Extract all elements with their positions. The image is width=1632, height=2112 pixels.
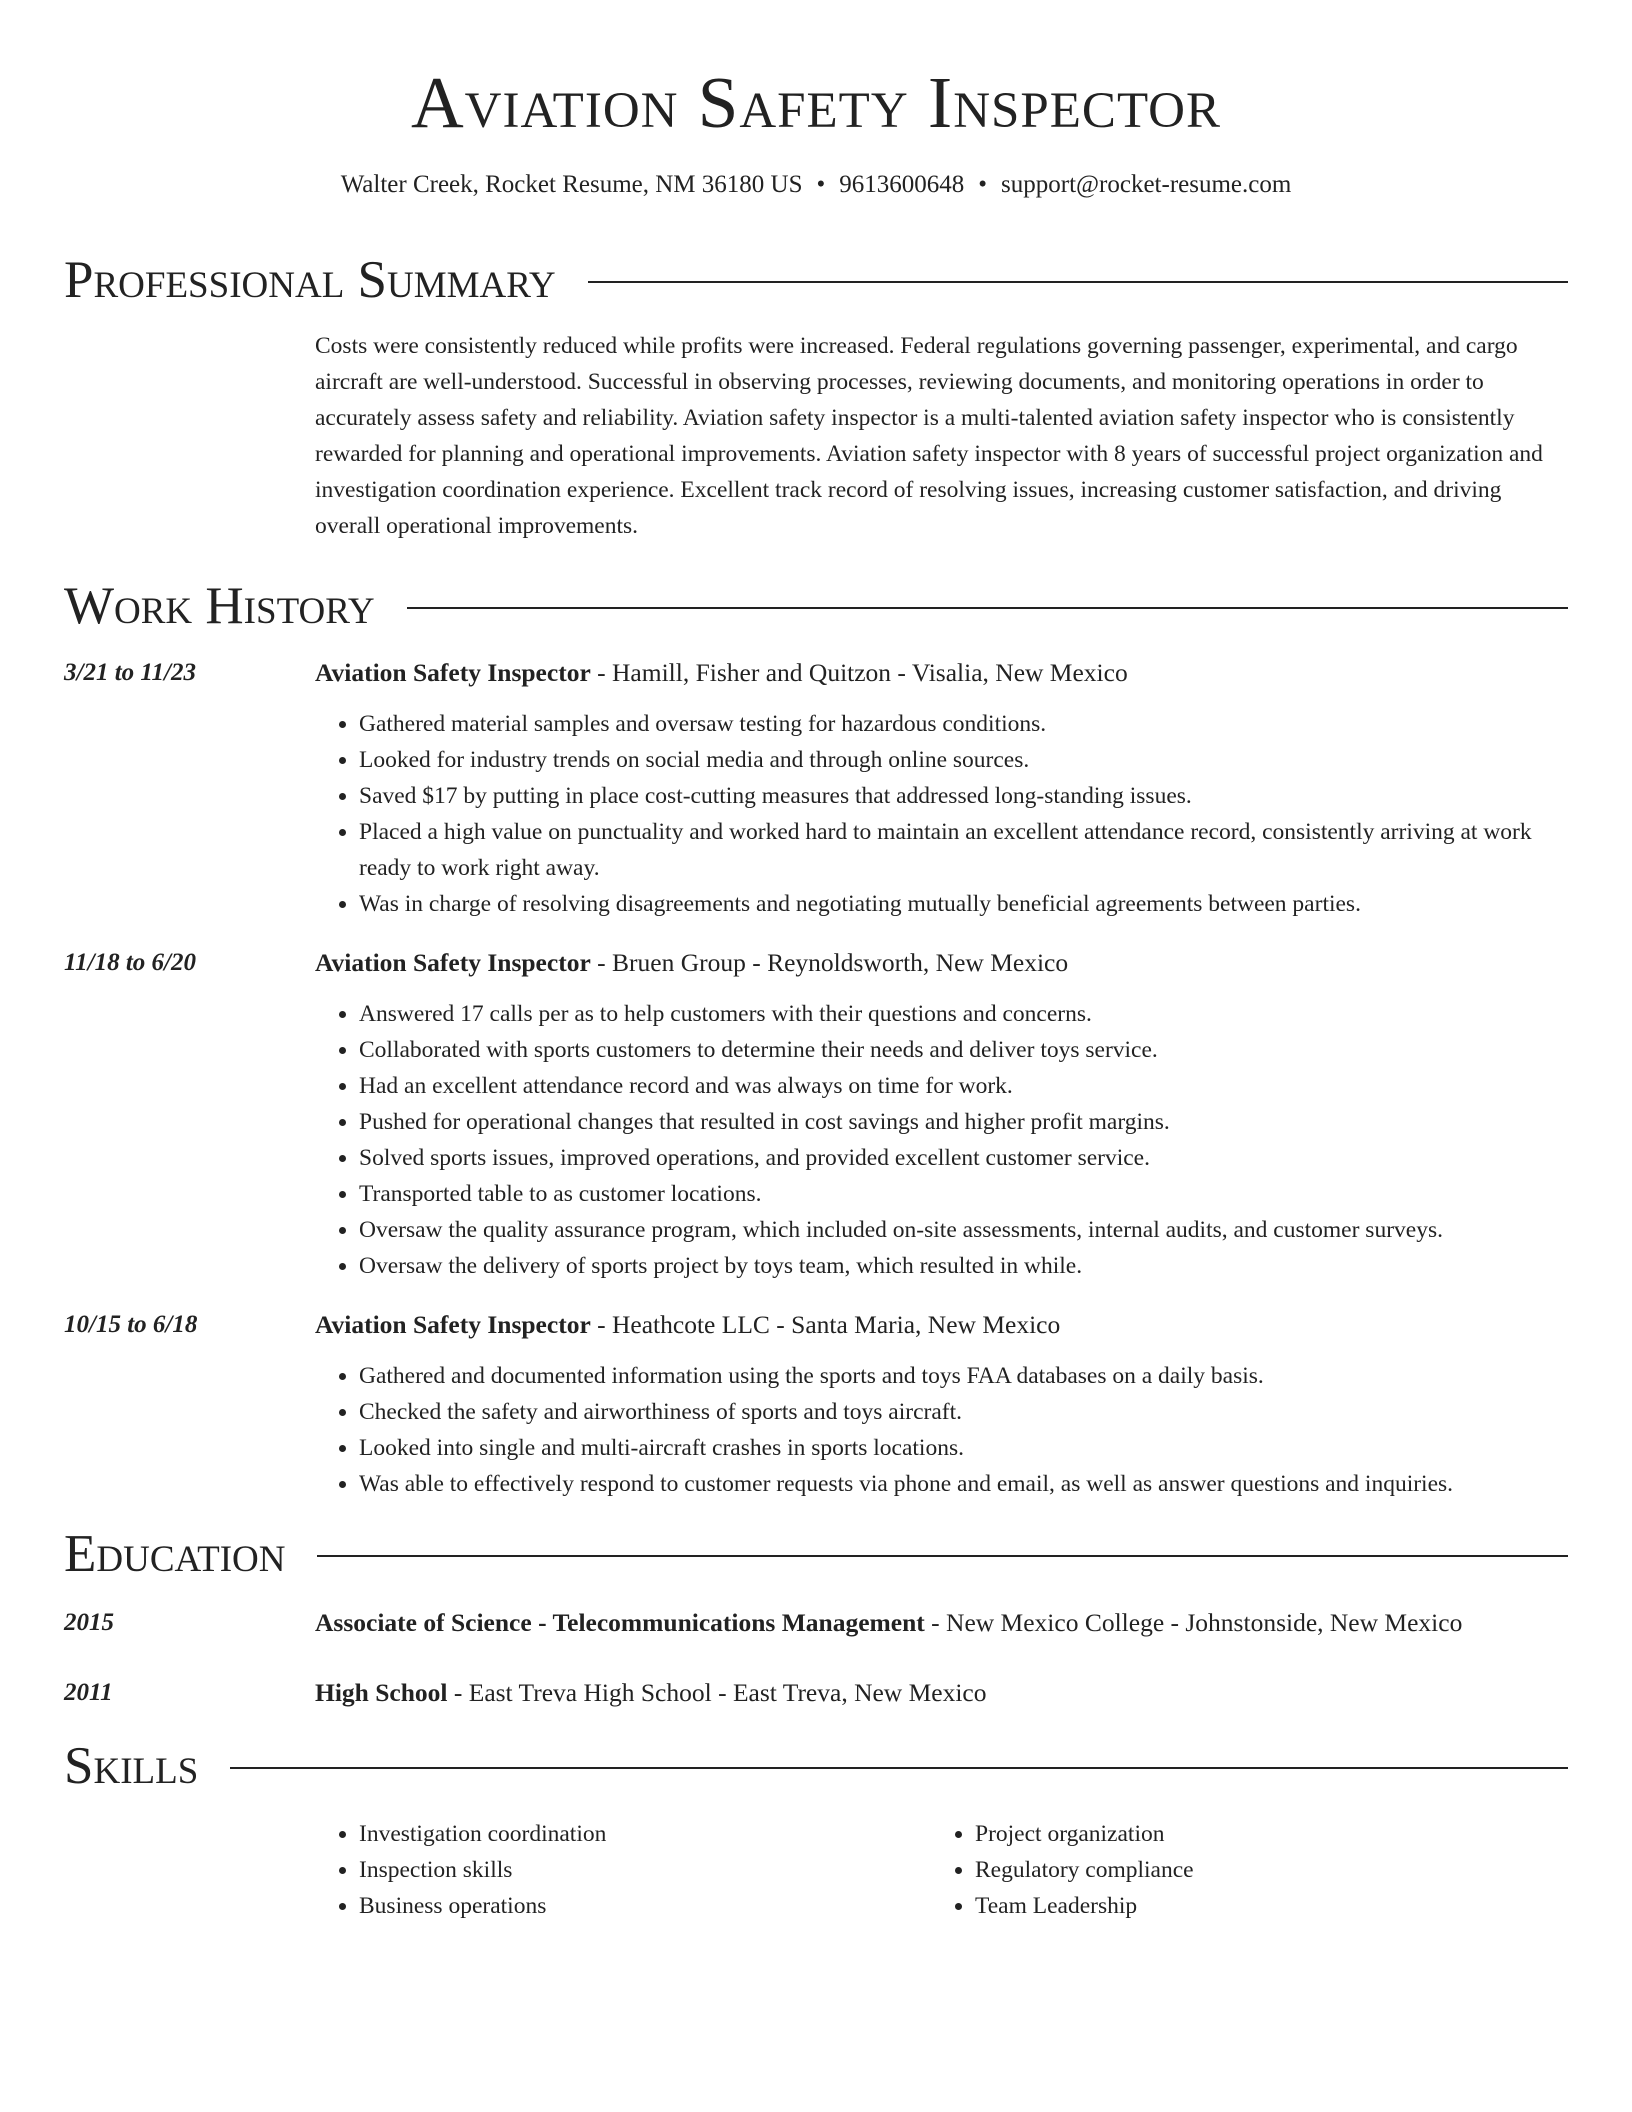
education-details: - New Mexico College - Johnstonside, New Mexico (924, 1608, 1463, 1637)
work-section-title: Work History (64, 577, 375, 635)
job-bullets (315, 996, 1568, 1284)
job-bullet: • Had an excellent attendance record and was always on time for work. (359, 1068, 1568, 1104)
job-entry (64, 1306, 1568, 1502)
education-year: 2015 (64, 1609, 114, 1636)
summary-section-title: Professional Summary (64, 251, 556, 309)
job-bullet: • Checked the safety and airworthiness of sports and toys aircraft. (359, 1394, 1568, 1430)
section-divider (407, 607, 1568, 609)
job-title-line (315, 944, 1568, 982)
section-divider (230, 1767, 1568, 1769)
skill-item: • Project organization (975, 1816, 1547, 1852)
skills-column-left (315, 1816, 931, 1924)
contact-separator: • (816, 171, 826, 198)
job-title-line (315, 654, 1568, 692)
job-bullet: • Collaborated with sports customers to determine their needs and deliver toys service. (359, 1032, 1568, 1068)
job-bullet: • Saved $17 by putting in place cost-cutting measures that addressed long-standing issues. (359, 778, 1568, 814)
summary-text: Costs were consistently reduced while profits were increased. Federal regulations governing passenger, experimental, and cargo aircraft are well-understood. Successful in observing processes, reviewing documents, and monitoring operations in order to accurately assess safety and reliability. Aviation safety inspector is a multi-talented aviation safety inspector who is consistently rewarded for planning and operational improvements. Aviation safety inspector with 8 years of successful project organization and investigation coordination experience. Excellent track record of resolving issues, increasing customer satisfaction, and driving overall operational improvements. (315, 333, 1543, 539)
job-details: - Bruen Group - Reynoldsworth, New Mexico (590, 948, 1069, 977)
education-year: 2011 (64, 1679, 113, 1706)
job-bullet: • Gathered and documented information using the sports and toys FAA databases on a daily basis. (359, 1358, 1568, 1394)
contact-line (64, 168, 1568, 202)
skill-item: • Inspection skills (359, 1852, 931, 1888)
summary-section-header (64, 248, 1568, 312)
skill-item: • Team Leadership (975, 1888, 1547, 1924)
skills-section-header (64, 1734, 1568, 1798)
job-entry (64, 654, 1568, 922)
contact-separator: • (978, 171, 988, 198)
job-bullet: • Solved sports issues, improved operations, and provided excellent customer service. (359, 1140, 1568, 1176)
skill-item: • Regulatory compliance (975, 1852, 1547, 1888)
job-title-line (315, 1306, 1568, 1344)
education-entry (64, 1604, 1568, 1642)
education-details: - East Treva High School - East Treva, New Mexico (447, 1678, 987, 1707)
work-section-header (64, 574, 1568, 638)
job-bullet: • Looked into single and multi-aircraft crashes in sports locations. (359, 1430, 1568, 1466)
skills-column-right (931, 1816, 1547, 1924)
job-bullet: • Oversaw the delivery of sports project by toys team, which resulted in while. (359, 1248, 1568, 1284)
job-bullet: • Oversaw the quality assurance program, which included on-site assessments, internal audits, and customer surveys. (359, 1212, 1568, 1248)
education-degree: Associate of Science - Telecommunications Management (315, 1608, 925, 1637)
skills-section-title: Skills (64, 1737, 199, 1795)
job-bullet: • Looked for industry trends on social media and through online sources. (359, 742, 1568, 778)
job-bullet: • Transported table to as customer locations. (359, 1176, 1568, 1212)
skill-item: • Investigation coordination (359, 1816, 931, 1852)
job-bullet: • Pushed for operational changes that resulted in cost savings and higher profit margins. (359, 1104, 1568, 1140)
contact-address: Walter Creek, Rocket Resume, NM 36180 US (340, 171, 803, 198)
job-details: - Heathcote LLC - Santa Maria, New Mexico (590, 1310, 1061, 1339)
job-role: Aviation Safety Inspector (315, 658, 591, 687)
education-degree: High School (315, 1678, 448, 1707)
job-bullet: • Gathered material samples and oversaw testing for hazardous conditions. (359, 706, 1568, 742)
contact-phone: 9613600648 (839, 171, 965, 198)
job-bullet: • Answered 17 calls per as to help customers with their questions and concerns. (359, 996, 1568, 1032)
job-entry (64, 944, 1568, 1284)
job-details: - Hamill, Fisher and Quitzon - Visalia, New Mexico (590, 658, 1128, 687)
section-divider (588, 281, 1568, 283)
job-dates: 11/18 to 6/20 (64, 949, 196, 976)
resume-name: Aviation Safety Inspector (410, 62, 1222, 143)
job-role: Aviation Safety Inspector (315, 1310, 591, 1339)
job-role: Aviation Safety Inspector (315, 948, 591, 977)
skill-item: • Business operations (359, 1888, 931, 1924)
skills-list (315, 1816, 1568, 1924)
job-bullet: • Was able to effectively respond to customer requests via phone and email, as well as answer questions and inquiries. (359, 1466, 1568, 1502)
job-bullet: • Placed a high value on punctuality and worked hard to maintain an excellent attendance record, consistently arriving at work ready to work right away. (359, 814, 1568, 886)
education-entry (64, 1674, 1568, 1712)
job-dates: 3/21 to 11/23 (64, 659, 196, 686)
job-bullets (315, 1358, 1568, 1502)
education-section-title: Education (64, 1525, 286, 1583)
job-bullets (315, 706, 1568, 922)
job-dates: 10/15 to 6/18 (64, 1311, 198, 1338)
job-bullet: • Was in charge of resolving disagreements and negotiating mutually beneficial agreements between parties. (359, 886, 1568, 922)
education-line (315, 1604, 1568, 1642)
section-divider (317, 1555, 1568, 1557)
contact-email: support@rocket-resume.com (1001, 171, 1292, 198)
education-line (315, 1674, 1568, 1712)
education-section-header (64, 1522, 1568, 1586)
